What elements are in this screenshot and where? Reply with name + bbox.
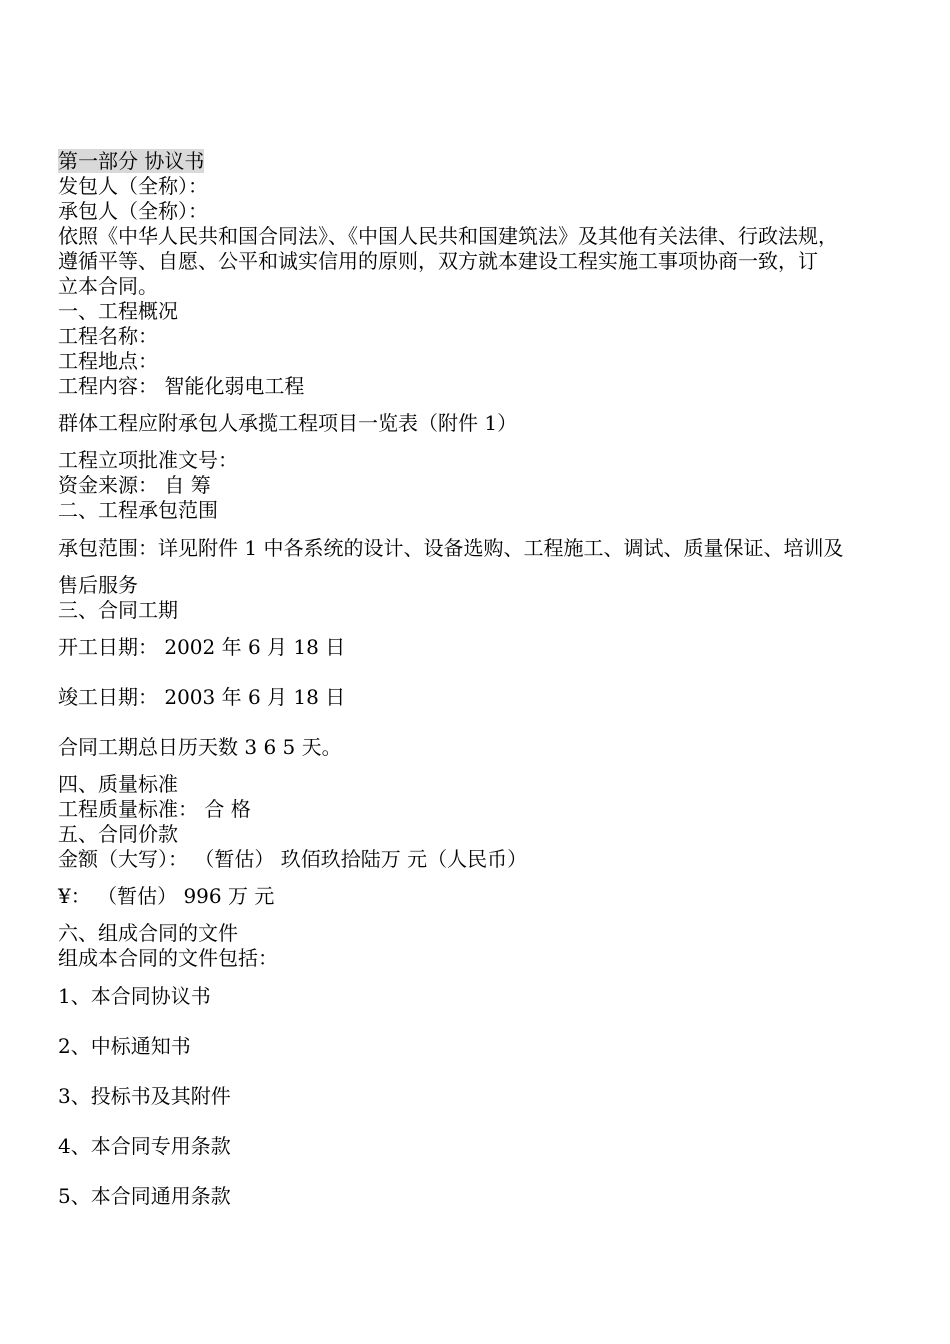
total-days-line: 合同工期总日历天数 3 6 5 天。 (58, 735, 342, 759)
list-item: 3、投标书及其附件 (58, 1084, 231, 1108)
section-3-title: 三、合同工期 (58, 598, 178, 622)
employer-line: 发包人（全称）： (58, 174, 208, 198)
part-title-text: 第一部分 协议书 (58, 149, 205, 173)
docs-intro-line: 组成本合同的文件包括： (58, 946, 278, 970)
section-1-title: 一、工程概况 (58, 299, 178, 323)
project-name-line: 工程名称： (58, 324, 158, 348)
scope-line-2: 售后服务 (58, 573, 138, 597)
list-item: 2、中标通知书 (58, 1034, 191, 1058)
list-item: 4、本合同专用条款 (58, 1134, 231, 1158)
project-content-line: 工程内容： 智能化弱电工程 (58, 374, 305, 398)
contractor-line: 承包人（全称）： (58, 199, 208, 223)
intro-line-3: 立本合同。 (58, 274, 158, 298)
approval-no-line: 工程立项批准文号： (58, 448, 238, 472)
intro-line-1: 依照《中华人民共和国合同法》、《中国人民共和国建筑法》及其他有关法律、行政法规， (58, 224, 838, 248)
group-note-line: 群体工程应附承包人承揽工程项目一览表（附件 1） (58, 411, 518, 435)
start-date-line: 开工日期： 2002 年 6 月 18 日 (58, 635, 346, 659)
amount-words-line: 金额（大写）： （暂估） 玖佰玖拾陆万 元（人民币） (58, 847, 528, 871)
funding-line: 资金来源： 自 筹 (58, 473, 211, 497)
section-4-title: 四、质量标准 (58, 772, 178, 796)
part-title (58, 149, 204, 174)
section-5-title: 五、合同价款 (58, 822, 178, 846)
quality-line: 工程质量标准： 合 格 (58, 797, 251, 821)
section-6-title: 六、组成合同的文件 (58, 921, 238, 945)
scope-line-1: 承包范围：详见附件 1 中各系统的设计、设备选购、工程施工、调试、质量保证、培训及 (58, 536, 844, 560)
amount-number-line: ¥： （暂估） 996 万 元 (58, 884, 275, 908)
project-location-line: 工程地点： (58, 349, 158, 373)
end-date-line: 竣工日期： 2003 年 6 月 18 日 (58, 685, 346, 709)
intro-line-2: 遵循平等、自愿、公平和诚实信用的原则，双方就本建设工程实施工事项协商一致，订 (58, 249, 818, 273)
list-item: 5、本合同通用条款 (58, 1184, 231, 1208)
list-item: 1、本合同协议书 (58, 984, 211, 1008)
section-2-title: 二、工程承包范围 (58, 498, 218, 522)
